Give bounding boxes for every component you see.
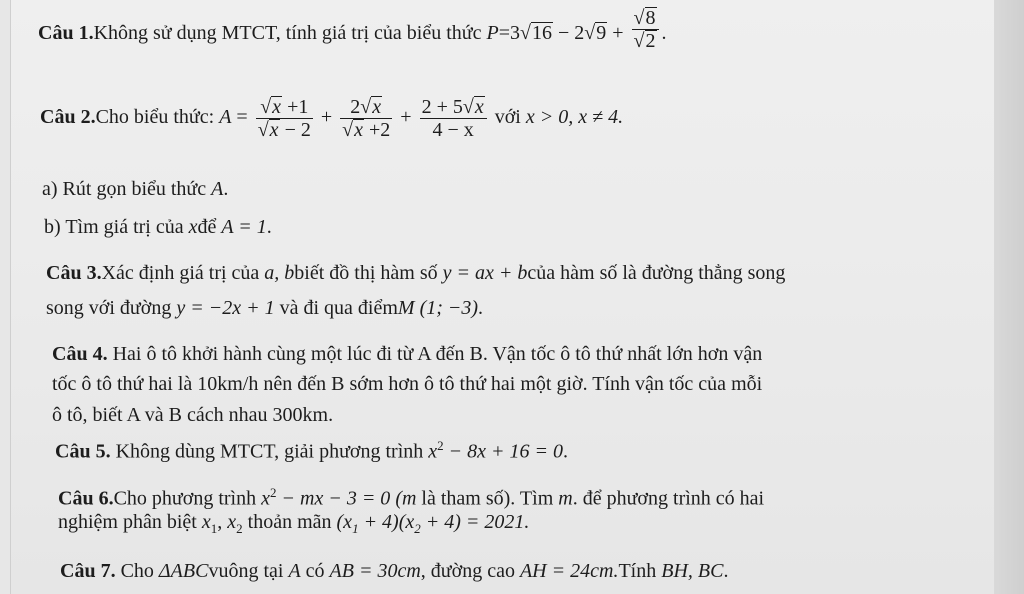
- question-4-line-3: [52, 403, 333, 427]
- ah-length: AH = 24cm.: [519, 560, 619, 582]
- var-p: P: [486, 22, 499, 45]
- var-m: m: [558, 487, 573, 510]
- plus-sign: +: [400, 106, 412, 129]
- question-7-label: Câu 7.: [60, 560, 116, 582]
- fraction-3: [420, 96, 487, 141]
- question-4-label: Câu 4.: [52, 343, 108, 365]
- radicand: 2: [645, 30, 656, 52]
- question-7-text: , đường cao: [420, 560, 515, 582]
- comma: ,: [217, 511, 228, 533]
- question-3-text: và đi qua điểm: [279, 297, 398, 319]
- var-a: A: [219, 106, 232, 129]
- question-7-text: có: [305, 560, 325, 582]
- line-equation: y = −2x + 1: [176, 297, 275, 319]
- condition-word: với: [494, 106, 521, 129]
- question-3-text: Xác định giá trị của: [101, 262, 260, 284]
- part-a-label: a): [42, 178, 58, 200]
- question-7-text: vuông tại: [208, 560, 284, 582]
- vars-ab: a, b: [264, 262, 295, 284]
- equals-sign: =: [236, 106, 248, 129]
- var-x: x: [261, 487, 270, 510]
- period: .: [478, 297, 484, 319]
- question-6-label: Câu 6.: [58, 487, 114, 510]
- radicand: x: [354, 119, 363, 141]
- question-5: [55, 434, 568, 464]
- question-2: [40, 96, 623, 141]
- question-1-text: Không sử dụng MTCT, tính giá trị của biểu thức: [93, 22, 482, 45]
- fraction-1: [256, 96, 313, 141]
- var-x: x: [188, 216, 198, 238]
- var-x: x: [428, 440, 438, 463]
- question-5-label: Câu 5.: [55, 440, 111, 463]
- plus-sign: +: [320, 106, 333, 129]
- question-3-text: song với đường: [46, 297, 172, 319]
- triangle: ΔABC: [158, 560, 209, 582]
- condition-part: + 4)(x: [358, 511, 415, 533]
- numerator: √8: [632, 7, 659, 30]
- subscript: 2: [236, 521, 243, 536]
- question-3-label: Câu 3.: [46, 262, 102, 284]
- question-4-text: Hai ô tô khởi hành cùng một lúc đi từ A đến B. Vận tốc ô tô thứ nhất lớn hơn vận: [112, 343, 763, 365]
- sqrt-9: √9: [584, 22, 607, 45]
- question-6-text: . để phương trình có hai: [572, 487, 765, 510]
- denominator: √2: [633, 30, 656, 52]
- question-2a: [42, 177, 228, 201]
- question-2-label: Câu 2.: [40, 106, 96, 129]
- question-2-text: Cho biểu thức:: [95, 106, 215, 129]
- condition-part: (x: [336, 511, 353, 533]
- question-7-text: Cho: [120, 560, 154, 582]
- period: .: [723, 560, 729, 582]
- question-6-line-2: [58, 510, 529, 541]
- point-m: M (1; −3): [397, 297, 479, 319]
- sqrt-16: √16: [520, 22, 552, 45]
- equation: A = 1: [221, 216, 267, 238]
- question-6-text: là tham số). Tìm: [421, 487, 554, 510]
- equals-sign: =: [498, 22, 510, 45]
- subscript: 2: [414, 521, 421, 536]
- coefficient: 2: [350, 96, 361, 118]
- equation-rest: − mx − 3 = 0: [281, 487, 391, 510]
- plus-sign: +: [612, 22, 624, 45]
- page-edge-shadow: [994, 0, 1024, 594]
- question-3-text: của hàm số là đường thẳng song: [527, 262, 786, 284]
- denominator: √x − 2: [257, 119, 311, 141]
- part-b-text: Tìm giá trị của: [65, 216, 184, 238]
- var-a: A: [211, 178, 224, 200]
- question-6-line-1: [58, 481, 764, 511]
- question-6-text: nghiệm phân biệt: [58, 511, 197, 533]
- radicand: x: [272, 96, 282, 118]
- coefficient: 2: [574, 22, 585, 45]
- question-4-line-1: [52, 342, 762, 366]
- exponent: 2: [437, 438, 444, 453]
- denominator: 4 − x: [432, 119, 474, 141]
- question-7-text: Tính: [618, 560, 657, 582]
- term: +2: [369, 119, 391, 141]
- question-3-line-2: [46, 296, 483, 320]
- part-a-text: Rút gọn biểu thức: [62, 178, 207, 200]
- var-a: A: [288, 560, 301, 582]
- radicand: x: [474, 96, 484, 118]
- subscript: 1: [352, 521, 359, 536]
- function: y = ax + b: [442, 262, 528, 284]
- unknowns: BH, BC: [661, 560, 724, 582]
- subscript: 1: [210, 521, 218, 536]
- fraction-sqrt8-over-sqrt2: [632, 7, 659, 52]
- param: (m: [395, 487, 417, 510]
- question-2b: [44, 215, 272, 239]
- question-6-text: thoản mãn: [247, 511, 332, 533]
- period: .: [563, 440, 569, 463]
- condition-math: x > 0, x ≠ 4.: [525, 106, 624, 129]
- question-4-line-2: [52, 372, 762, 396]
- var-x2: x: [227, 511, 237, 533]
- question-5-text: Không dùng MTCT, giải phương trình: [115, 440, 424, 463]
- question-1: [38, 7, 667, 52]
- radicand: x: [269, 119, 279, 141]
- equation-rest: − 8x + 16 = 0: [448, 440, 564, 463]
- question-6-text: Cho phương trình: [113, 487, 257, 510]
- exponent: 2: [270, 485, 277, 500]
- coefficient: 3: [510, 22, 520, 45]
- question-4-text: ô tô, biết A và B cách nhau 300km.: [52, 404, 334, 426]
- condition-part: + 4) = 2021.: [420, 511, 530, 533]
- fraction-2: [340, 96, 392, 141]
- part-b-label: b): [44, 216, 61, 238]
- question-4-text: tốc ô tô thứ hai là 10km/h nên đến B sớm hơn ô tô thứ hai một giờ. Tính vận tốc của mỗi: [52, 373, 763, 395]
- numerator: 2 + 5√x: [420, 96, 487, 119]
- period: .: [661, 22, 667, 45]
- term: 2 + 5: [421, 96, 463, 118]
- period: .: [266, 216, 272, 238]
- question-3-text: biết đồ thị hàm số: [294, 262, 438, 284]
- question-3-line-1: [46, 261, 785, 285]
- part-b-text: để: [197, 216, 217, 238]
- condition: [336, 511, 530, 536]
- var-x1: x: [201, 511, 211, 533]
- period: .: [223, 178, 229, 200]
- question-1-label: Câu 1.: [38, 22, 94, 45]
- radicand: 9: [596, 22, 607, 45]
- denominator: √x +2: [342, 119, 391, 141]
- numerator: 2√x: [340, 96, 392, 119]
- numerator: √x +1: [256, 96, 313, 119]
- question-7: [60, 559, 728, 583]
- term: +1: [287, 96, 309, 118]
- radicand: 8: [645, 7, 656, 29]
- minus-sign: −: [557, 22, 570, 45]
- radicand: 16: [531, 22, 552, 45]
- ab-length: AB = 30cm: [329, 560, 421, 582]
- term: − 2: [284, 119, 311, 141]
- radicand: x: [372, 96, 382, 118]
